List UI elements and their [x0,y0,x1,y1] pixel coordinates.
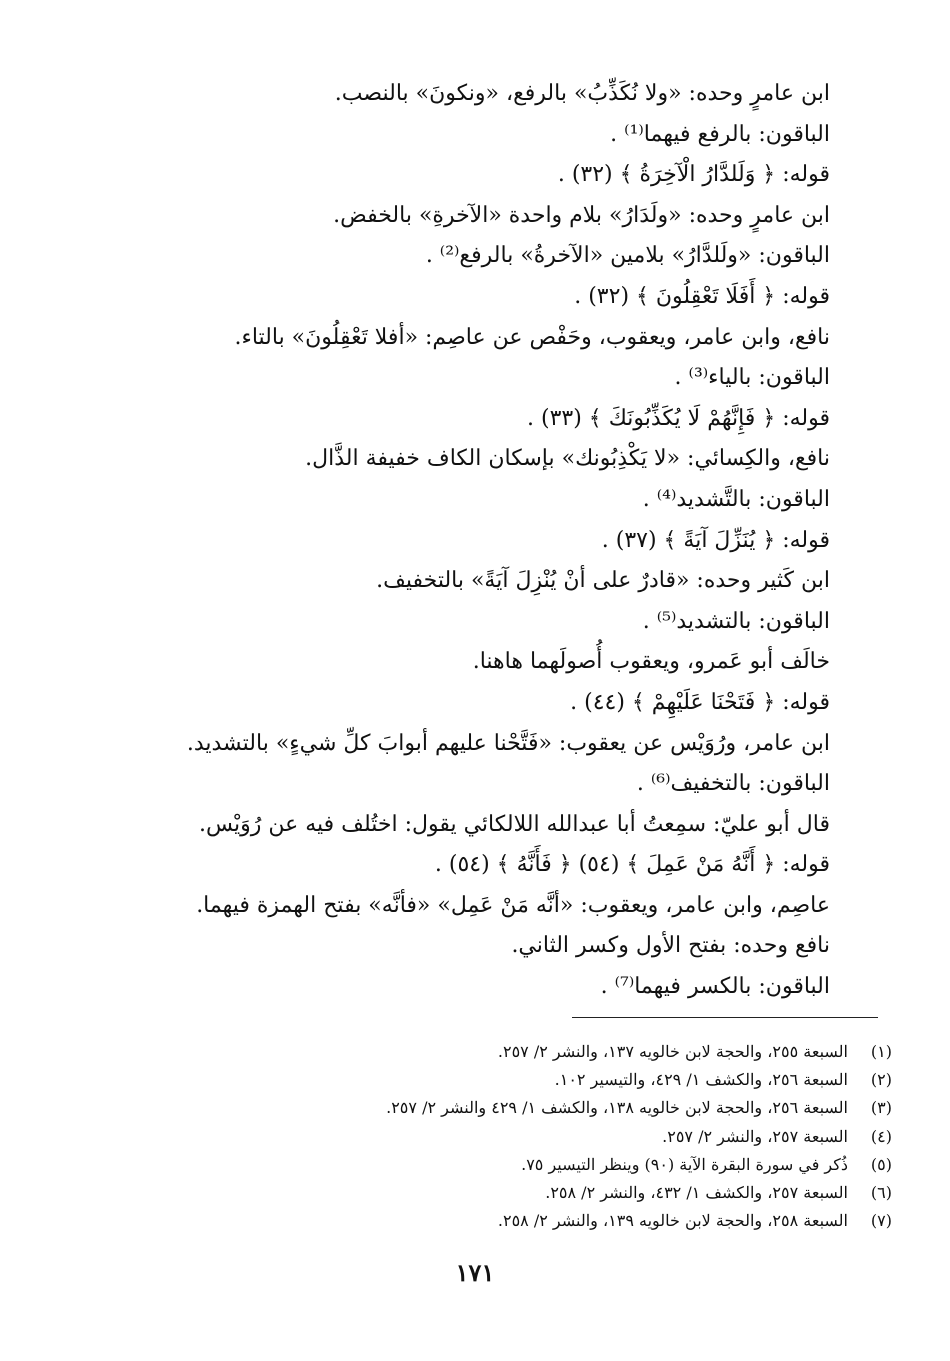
text-line: ابن عامر، ورُوَيْس عن يعقوب: «فَتَّحْنا عليهم أبوابَ كلِّ شيءٍ» بالتشديد. [186,730,830,756]
footnote [72,1151,892,1179]
text-line: الباقون: بالياء⁽³⁾ . [674,365,830,391]
footnote [72,1066,892,1094]
footnote-text: السبعة ٢٥٦، والحجة لابن خالويه ١٣٨، والكشف ١/ ٤٢٩ والنشر ٢/ ٢٥٧. [386,1098,848,1118]
text-line: نافع، والكِسائي: «لا يَكْذِبُونك» بإسكان الكاف خفيفة الذَّال. [305,446,830,472]
footnotes [72,1038,892,1235]
text-line: عاصِم، وابن عامر، ويعقوب: «أنَّه مَنْ عَمِل» «فأنَّه» بفتح الهمزة فيهما. [196,892,830,918]
text-line: الباقون: «ولَلدَّارُ» بلامين «الآخرةُ» بالرفع⁽²⁾ . [425,243,830,269]
text-line: قوله: ﴿ وَلَلدَّارُ الْآخِرَةُ ﴾ (٣٢) . [557,162,830,188]
text-line: نافع، وابن عامر، ويعقوب، وحَفْص عن عاصِم: «أفلا تَعْقِلُونَ» بالتاء. [234,324,830,350]
text-line: ابن كَثير وحده: «قادرٌ على أنْ يُنْزِلَ آيَةً» بالتخفيف. [376,568,830,594]
text-line: قوله: ﴿ يُنَزِّلَ آيَةً ﴾ (٣٧) . [601,527,830,553]
text-line: ابن عامرٍ وحده: «ولا نُكَذِّبُ» بالرفع، «ونكونَ» بالنصب. [334,81,830,106]
footnote-number: (٧) [870,1211,892,1231]
footnote [72,1179,892,1207]
footnote-number: (١) [870,1042,892,1061]
footnote-number: (٤) [870,1126,892,1146]
footnote-text: السبعة ٢٥٦، والكشف ١/ ٤٢٩، والتيسير ١٠٢. [554,1070,848,1090]
footnote [72,1123,892,1151]
footnote-text: السبعة ٢٥٥، والحجة لابن خالويه ١٣٧، والنشر ٢/ ٢٥٧. [497,1042,848,1061]
footnote-number: (٢) [870,1070,892,1090]
footnote [72,1038,892,1066]
footnote-text: السبعة ٢٥٧، والنشر ٢/ ٢٥٧. [662,1126,848,1146]
text-line: خالَف أبو عَمرو، ويعقوب أُصولَهما هاهنا. [472,649,830,675]
text-line: قوله: ﴿ فَإِنَّهُمْ لَا يُكَذِّبُونَكَ ﴾ (٣٣) . [527,405,830,431]
footnote-text: السبعة ٢٥٧، والكشف ١/ ٤٣٢، والنشر ٢/ ٢٥٨. [545,1182,848,1202]
footnote-text: ذُكر في سورة البقرة الآية (٩٠) وينظر التيسير ٧٥. [521,1154,848,1174]
text-line: نافع وحده: بفتح الأول وكسر الثاني. [511,933,830,959]
main-text [130,74,830,1008]
text-line: قوله: ﴿ أَفَلَا تَعْقِلُونَ ﴾ (٣٢) . [574,283,830,309]
text-line: ابن عامرٍ وحده: «ولَدَارُ» بلام واحدة «الآخرةِ» بالخفض. [333,202,830,228]
footnote-number: (٦) [870,1182,892,1202]
text-line: الباقون: بالتَّشديد⁽⁴⁾ . [642,486,830,512]
text-line: الباقون: بالتشديد⁽⁵⁾ . [642,608,830,634]
footnote [72,1094,892,1122]
text-line: قال أبو عليّ: سمِعتُ أبا عبدالله اللالكائي يقول: اختُلف فيه عن رُوَيْس. [198,811,830,837]
footnote-number: (٥) [870,1154,892,1174]
text-line: قوله: ﴿ أَنَّهُ مَنْ عَمِلَ ﴾ (٥٤) ﴿ فَأَنَّهُ ﴾ (٥٤) . [434,852,830,878]
footnote-divider [572,1017,878,1018]
text-line: الباقون: بالرفع فيهما⁽¹⁾ . [610,121,830,147]
page-number: ١٧١ [455,1258,495,1287]
footnote-number: (٣) [870,1098,892,1118]
footnote [72,1207,892,1235]
footnote-text: السبعة ٢٥٨، والحجة لابن خالويه ١٣٩، والنشر ٢/ ٢٥٨. [497,1211,848,1231]
text-line: قوله: ﴿ فَتَحْنَا عَلَيْهِمْ ﴾ (٤٤) . [570,689,830,715]
text-line: الباقون: بالتخفيف⁽⁶⁾ . [636,771,830,797]
text-line: الباقون: بالكسر فيهما⁽⁷⁾ . [600,974,830,1000]
